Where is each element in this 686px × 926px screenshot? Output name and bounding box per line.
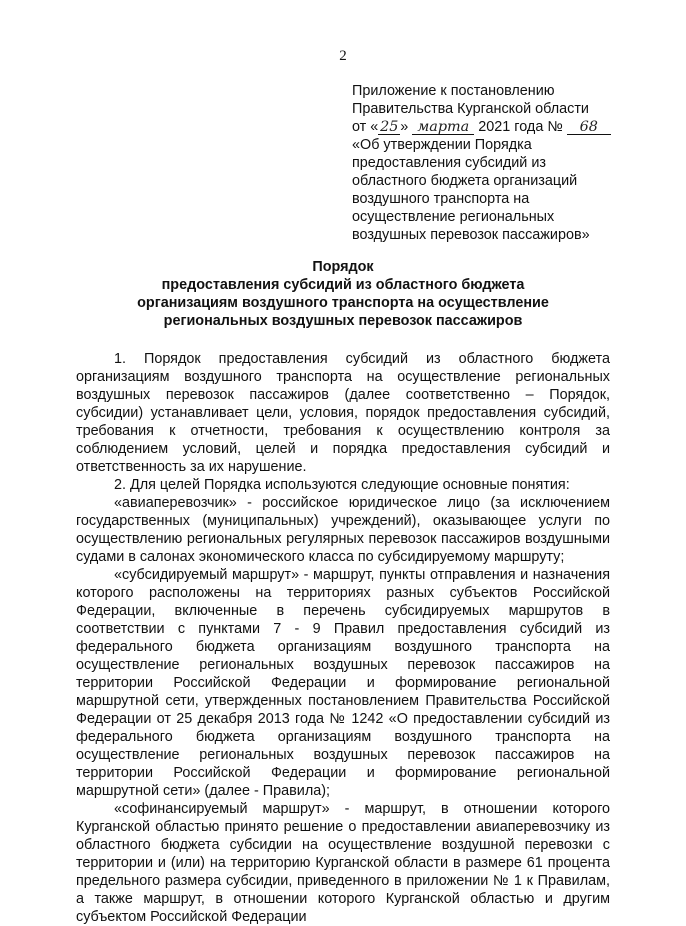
appendix-line-5: предоставления субсидий из bbox=[352, 155, 546, 171]
paragraph-1: 1. Порядок предоставления субсидий из областного бюджета организациям воздушного транспорта на осуществление региональных воздушных перевозок пассажиров (далее соответственно – Порядок, субсидии) устанавливает цели, условия, порядок предоставления субсидий, требования к отчетности, требования к осуществлению контроля за соблюдением условий, целей и порядка предоставления субсидий и ответственность за их нарушение. bbox=[76, 351, 610, 475]
appendix-header bbox=[352, 82, 612, 244]
appendix-line-1: Приложение к постановлению bbox=[352, 83, 555, 99]
date-prefix: от « bbox=[352, 119, 379, 135]
title-line-2: предоставления субсидий из областного бюджета bbox=[161, 277, 525, 293]
paragraph-subsidized-route: «субсидируемый маршрут» - маршрут, пункты отправления и назначения которого расположены на территориях разных субъектов Российской Федерации, включенные в перечень субсидируемых маршрутов в соответствии с пунктами 7 - 9 Правил предоставления субсидий из федерального бюджета организациям воздушного транспорта на осуществление региональных воздушных перевозок пассажиров на территории Российской Федерации и формирование региональной маршрутной сети, утвержденных постановлением Правительства Российской Федерации от 25 декабря 2013 года № 1242 «О предоставлении субсидий из федерального бюджета организациям воздушного транспорта на осуществление региональных воздушных перевозок пассажиров на территории Российской Федерации и формирование региональной маршрутной сети» (далее - Правила); bbox=[76, 567, 610, 799]
title-line-4: региональных воздушных перевозок пассажиров bbox=[163, 313, 523, 329]
handwritten-day: 25 bbox=[380, 119, 399, 135]
appendix-date-line bbox=[352, 118, 612, 136]
appendix-line-7: воздушного транспорта на bbox=[352, 191, 530, 207]
paragraph-avia-carrier: «авиаперевозчик» - российское юридическое лицо (за исключением государственных (муниципальных) учреждений), оказывающее услуги по осуществлению региональных регулярных перевозок пассажиров воздушными судами в салонах экономического класса по субсидируемому маршруту; bbox=[76, 495, 610, 565]
document-body bbox=[76, 350, 610, 925]
date-mid: » bbox=[400, 119, 409, 135]
appendix-line-9: воздушных перевозок пассажиров» bbox=[352, 227, 590, 243]
handwritten-number: 68 bbox=[567, 120, 611, 135]
paragraph-cofinanced-route: «софинансируемый маршрут» - маршрут, в отношении которого Курганской областью принято решение о предоставлении авиаперевозчику из областного бюджета субсидии на осуществление воздушной перевозки с территории и (или) на территорию Курганской области в размере 61 процента предельного размера субсидии, приведенного в приложении № 1 к Правилам, а также маршрут, в отношении которого Курганской областью и другим субъектом Российской Федерации bbox=[76, 801, 610, 925]
page-number: 2 bbox=[339, 48, 347, 64]
date-year: 2021 года № bbox=[478, 119, 563, 135]
title-line-1: Порядок bbox=[312, 259, 374, 275]
appendix-line-6: областного бюджета организаций bbox=[352, 173, 578, 189]
appendix-line-4: «Об утверждении Порядка bbox=[352, 137, 532, 153]
appendix-line-8: осуществление региональных bbox=[352, 209, 555, 225]
document-title bbox=[0, 258, 686, 330]
title-line-3: организациям воздушного транспорта на осуществление bbox=[137, 295, 549, 311]
handwritten-month: марта bbox=[412, 120, 474, 135]
paragraph-2: 2. Для целей Порядка используются следующие основные понятия: bbox=[114, 477, 570, 493]
appendix-line-2: Правительства Курганской области bbox=[352, 101, 589, 117]
